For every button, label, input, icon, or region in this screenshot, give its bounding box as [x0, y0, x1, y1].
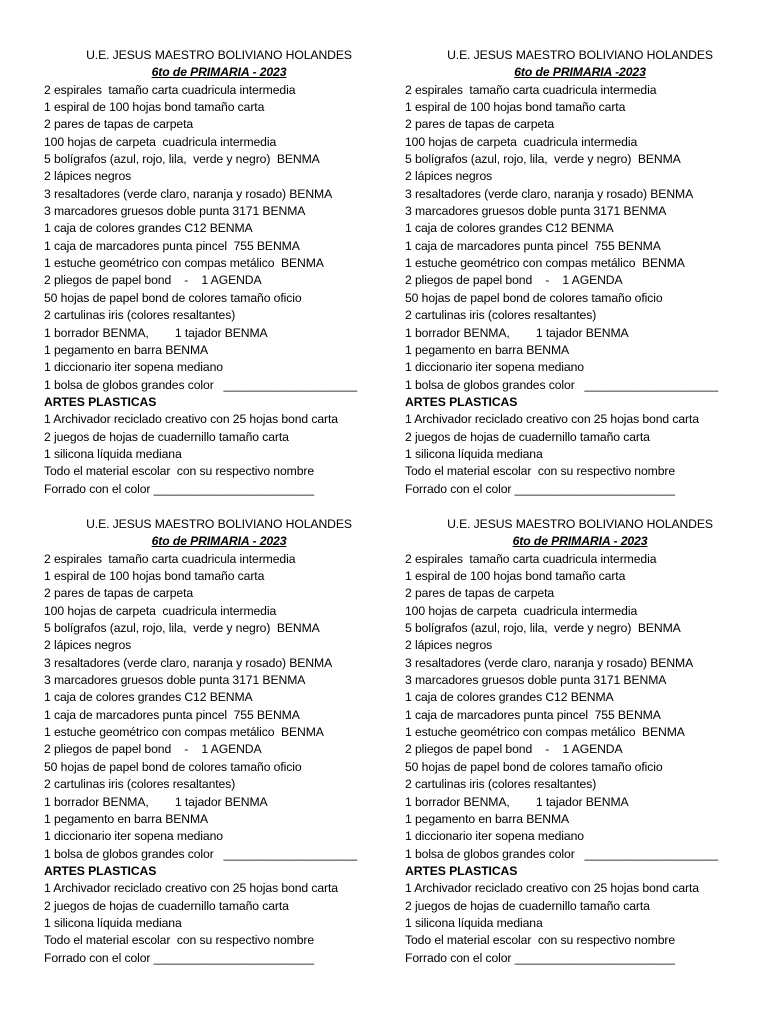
supply-item: 3 resaltadores (verde claro, naranja y rosado) BENMA	[405, 655, 694, 670]
supply-item: 1 bolsa de globos grandes color ____________________	[44, 377, 358, 392]
supply-item: 1 bolsa de globos grandes color ____________________	[405, 846, 719, 861]
art-section-heading: ARTES PLASTICAS	[44, 394, 157, 409]
school-name: U.E. JESUS MAESTRO BOLIVIANO HOLANDES	[86, 48, 352, 62]
art-supply-item: 1 silicona líquida mediana	[405, 915, 543, 930]
supply-item: 2 cartulinas iris (colores resaltantes)	[44, 308, 236, 323]
supply-item: 5 bolígrafos (azul, rojo, lila, verde y negro) BENMA	[44, 152, 320, 167]
supply-item: 1 estuche geométrico con compas metálico BENMA	[44, 256, 324, 271]
supply-item: 1 caja de colores grandes C12 BENMA	[44, 221, 253, 236]
supply-item: 3 resaltadores (verde claro, naranja y rosado) BENMA	[405, 186, 694, 201]
supply-item: 50 hojas de papel bond de colores tamaño oficio	[44, 759, 302, 774]
supply-item: 3 marcadores gruesos doble punta 3171 BENMA	[44, 673, 306, 688]
supply-item: 1 espiral de 100 hojas bond tamaño carta	[405, 569, 626, 584]
grade-title: 6to de PRIMARIA - 2023	[151, 65, 287, 80]
supply-item: 2 cartulinas iris (colores resaltantes)	[405, 308, 597, 323]
art-section-heading: ARTES PLASTICAS	[405, 394, 518, 409]
supply-item: 2 cartulinas iris (colores resaltantes)	[44, 777, 236, 792]
supply-item: 3 marcadores gruesos doble punta 3171 BENMA	[44, 204, 306, 219]
supply-item: 2 pliegos de papel bond - 1 AGENDA	[44, 742, 262, 757]
supply-item: 2 lápices negros	[405, 169, 493, 184]
supply-item: 1 caja de marcadores punta pincel 755 BENMA	[405, 707, 661, 722]
supply-item: 1 pegamento en barra BENMA	[405, 342, 570, 357]
supply-item: 1 bolsa de globos grandes color ____________________	[405, 377, 719, 392]
school-name: U.E. JESUS MAESTRO BOLIVIANO HOLANDES	[86, 517, 352, 531]
supply-item: 2 espirales tamaño carta cuadricula intermedia	[405, 551, 657, 566]
cover-color-line: Forrado con el color ________________________	[405, 950, 675, 965]
name-note: Todo el material escolar con su respectivo nombre	[405, 464, 676, 479]
supply-item: 3 marcadores gruesos doble punta 3171 BENMA	[405, 673, 667, 688]
art-supply-item: 2 juegos de hojas de cuadernillo tamaño carta	[405, 429, 650, 444]
grade-title: 6to de PRIMARIA - 2023	[512, 534, 648, 549]
supply-item: 5 bolígrafos (azul, rojo, lila, verde y negro) BENMA	[44, 621, 320, 636]
supply-item: 3 resaltadores (verde claro, naranja y rosado) BENMA	[44, 186, 333, 201]
supply-item: 5 bolígrafos (azul, rojo, lila, verde y negro) BENMA	[405, 621, 681, 636]
supply-item: 2 espirales tamaño carta cuadricula intermedia	[44, 551, 296, 566]
supply-item: 1 bolsa de globos grandes color ____________________	[44, 846, 358, 861]
art-supply-item: 1 Archivador reciclado creativo con 25 hojas bond carta	[405, 881, 699, 896]
art-supply-item: 1 silicona líquida mediana	[44, 446, 182, 461]
supply-item: 1 espiral de 100 hojas bond tamaño carta	[405, 100, 626, 115]
supply-item: 1 estuche geométrico con compas metálico BENMA	[405, 725, 685, 740]
supply-item: 2 pares de tapas de carpeta	[44, 117, 194, 132]
supply-item: 1 caja de colores grandes C12 BENMA	[405, 690, 614, 705]
supply-item: 100 hojas de carpeta cuadricula intermedia	[44, 603, 277, 618]
supply-item: 3 marcadores gruesos doble punta 3171 BENMA	[405, 204, 667, 219]
supply-item: 1 diccionario iter sopena mediano	[44, 360, 223, 375]
supply-list-4	[405, 516, 755, 967]
supply-item: 1 estuche geométrico con compas metálico BENMA	[405, 256, 685, 271]
supply-item: 2 pares de tapas de carpeta	[405, 117, 555, 132]
supply-item: 2 pares de tapas de carpeta	[405, 586, 555, 601]
supply-item: 50 hojas de papel bond de colores tamaño oficio	[44, 290, 302, 305]
supply-item: 1 caja de marcadores punta pincel 755 BENMA	[44, 238, 300, 253]
art-supply-item: 1 Archivador reciclado creativo con 25 hojas bond carta	[44, 881, 338, 896]
supply-item: 1 borrador BENMA, 1 tajador BENMA	[44, 794, 268, 809]
supply-item: 1 borrador BENMA, 1 tajador BENMA	[44, 325, 268, 340]
supply-item: 1 pegamento en barra BENMA	[405, 811, 570, 826]
name-note: Todo el material escolar con su respectivo nombre	[405, 933, 676, 948]
supply-item: 1 caja de marcadores punta pincel 755 BENMA	[44, 707, 300, 722]
art-supply-item: 1 silicona líquida mediana	[405, 446, 543, 461]
supply-list-3	[44, 516, 394, 967]
supply-item: 50 hojas de papel bond de colores tamaño oficio	[405, 290, 663, 305]
supply-item: 2 pares de tapas de carpeta	[44, 586, 194, 601]
supply-item: 100 hojas de carpeta cuadricula intermedia	[405, 134, 638, 149]
grade-title: 6to de PRIMARIA -2023	[514, 65, 646, 80]
supply-item: 1 diccionario iter sopena mediano	[405, 829, 584, 844]
supply-item: 1 espiral de 100 hojas bond tamaño carta	[44, 569, 265, 584]
supply-item: 50 hojas de papel bond de colores tamaño oficio	[405, 759, 663, 774]
art-supply-item: 2 juegos de hojas de cuadernillo tamaño carta	[44, 898, 289, 913]
supply-item: 1 caja de colores grandes C12 BENMA	[44, 690, 253, 705]
supply-item: 5 bolígrafos (azul, rojo, lila, verde y negro) BENMA	[405, 152, 681, 167]
supply-item: 2 pliegos de papel bond - 1 AGENDA	[44, 273, 262, 288]
school-name: U.E. JESUS MAESTRO BOLIVIANO HOLANDES	[447, 48, 713, 62]
supply-item: 3 resaltadores (verde claro, naranja y rosado) BENMA	[44, 655, 333, 670]
cover-color-line: Forrado con el color ________________________	[44, 481, 314, 496]
supply-item: 1 borrador BENMA, 1 tajador BENMA	[405, 325, 629, 340]
cover-color-line: Forrado con el color ________________________	[405, 481, 675, 496]
supply-item: 2 lápices negros	[44, 638, 132, 653]
art-section-heading: ARTES PLASTICAS	[44, 863, 157, 878]
supply-item: 1 caja de colores grandes C12 BENMA	[405, 221, 614, 236]
supply-item: 2 lápices negros	[44, 169, 132, 184]
supply-list-1	[44, 47, 394, 498]
supply-item: 1 pegamento en barra BENMA	[44, 342, 209, 357]
cover-color-line: Forrado con el color ________________________	[44, 950, 314, 965]
art-section-heading: ARTES PLASTICAS	[405, 863, 518, 878]
supply-list-2	[405, 47, 755, 498]
supply-item: 1 diccionario iter sopena mediano	[405, 360, 584, 375]
supply-item: 1 caja de marcadores punta pincel 755 BENMA	[405, 238, 661, 253]
supply-item: 2 lápices negros	[405, 638, 493, 653]
school-name: U.E. JESUS MAESTRO BOLIVIANO HOLANDES	[447, 517, 713, 531]
supply-item: 1 espiral de 100 hojas bond tamaño carta	[44, 100, 265, 115]
supply-item: 1 pegamento en barra BENMA	[44, 811, 209, 826]
supply-item: 2 pliegos de papel bond - 1 AGENDA	[405, 742, 623, 757]
supply-item: 100 hojas de carpeta cuadricula intermedia	[405, 603, 638, 618]
supply-item: 2 pliegos de papel bond - 1 AGENDA	[405, 273, 623, 288]
supply-item: 2 cartulinas iris (colores resaltantes)	[405, 777, 597, 792]
art-supply-item: 2 juegos de hojas de cuadernillo tamaño carta	[405, 898, 650, 913]
art-supply-item: 1 Archivador reciclado creativo con 25 hojas bond carta	[44, 412, 338, 427]
art-supply-item: 1 Archivador reciclado creativo con 25 hojas bond carta	[405, 412, 699, 427]
supply-item: 100 hojas de carpeta cuadricula intermedia	[44, 134, 277, 149]
supply-item: 1 borrador BENMA, 1 tajador BENMA	[405, 794, 629, 809]
name-note: Todo el material escolar con su respectivo nombre	[44, 933, 315, 948]
art-supply-item: 2 juegos de hojas de cuadernillo tamaño carta	[44, 429, 289, 444]
supply-item: 2 espirales tamaño carta cuadricula intermedia	[405, 82, 657, 97]
supply-item: 1 diccionario iter sopena mediano	[44, 829, 223, 844]
supply-item: 1 estuche geométrico con compas metálico BENMA	[44, 725, 324, 740]
art-supply-item: 1 silicona líquida mediana	[44, 915, 182, 930]
grade-title: 6to de PRIMARIA - 2023	[151, 534, 287, 549]
supply-item: 2 espirales tamaño carta cuadricula intermedia	[44, 82, 296, 97]
name-note: Todo el material escolar con su respectivo nombre	[44, 464, 315, 479]
